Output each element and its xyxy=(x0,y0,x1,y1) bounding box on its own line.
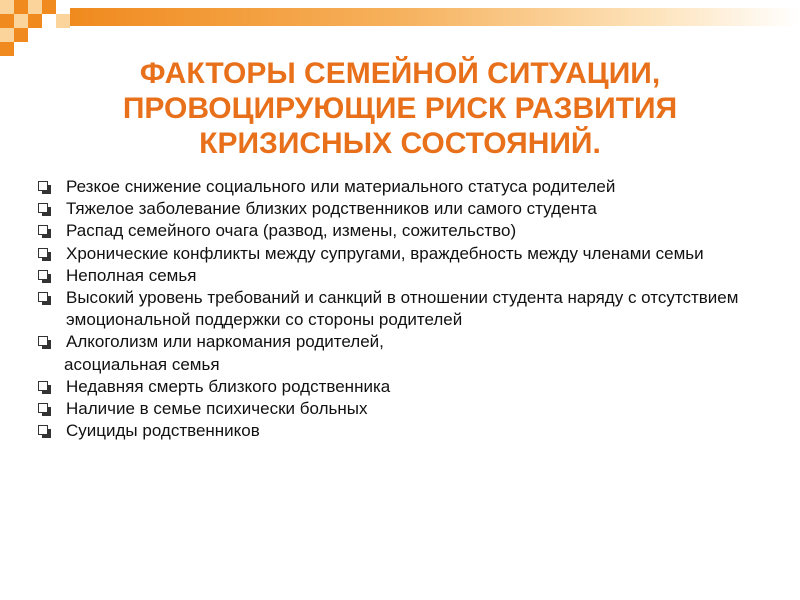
deco-square xyxy=(14,14,28,28)
list-item-text: Недавняя смерть близкого родственника xyxy=(66,376,391,396)
deco-square xyxy=(0,0,14,14)
list-item xyxy=(36,287,776,331)
checkbox-square-icon xyxy=(38,181,48,191)
list-item xyxy=(36,220,776,242)
decorative-header-band xyxy=(0,0,800,60)
deco-gradient-bar xyxy=(70,8,800,26)
list-item-text: Тяжелое заболевание близких родственников или самого студента xyxy=(66,199,597,219)
deco-square xyxy=(0,42,14,56)
list-item xyxy=(36,265,776,287)
list-item-text: Резкое снижение социального или материального статуса родителей xyxy=(66,177,616,196)
checkbox-square-icon xyxy=(38,225,48,235)
checkbox-square-icon xyxy=(38,425,48,435)
list-item-text: Высокий уровень требований и санкций в отношении студента наряду с отсутствием эмоциональной поддержки со стороны родителей xyxy=(66,288,739,330)
deco-square xyxy=(42,0,56,14)
deco-square xyxy=(28,0,42,14)
list-item-continuation xyxy=(36,354,776,376)
list-item-text: Распад семейного очага (развод, измены, сожительство) xyxy=(66,221,517,241)
factor-list xyxy=(36,176,776,442)
checkbox-square-icon xyxy=(38,248,48,258)
deco-square xyxy=(14,28,28,42)
title-line: ФАКТОРЫ СЕМЕЙНОЙ СИТУАЦИИ, xyxy=(139,57,661,90)
list-item xyxy=(36,176,776,198)
list-item xyxy=(36,420,776,442)
checkbox-square-icon xyxy=(38,381,48,391)
deco-square xyxy=(14,0,28,14)
list-item-text: Хронические конфликты между супругами, враждебность между членами семьи xyxy=(66,243,704,263)
deco-square xyxy=(28,14,42,28)
list-item xyxy=(36,198,776,220)
slide-title xyxy=(40,56,760,161)
deco-square xyxy=(56,14,70,28)
list-item xyxy=(36,243,776,265)
checkbox-square-icon xyxy=(38,403,48,413)
title-line: ПРОВОЦИРУЮЩИЕ РИСК РАЗВИТИЯ xyxy=(122,92,678,125)
list-item-text: асоциальная семья xyxy=(64,354,220,374)
checkbox-square-icon xyxy=(38,203,48,213)
checkbox-square-icon xyxy=(38,292,48,302)
list-item xyxy=(36,331,776,353)
list-item-text: Неполная семья xyxy=(66,265,197,285)
checkbox-square-icon xyxy=(38,270,48,280)
title-line: КРИЗИСНЫХ СОСТОЯНИЙ. xyxy=(199,127,601,160)
deco-square xyxy=(0,28,14,42)
checkbox-square-icon xyxy=(38,336,48,346)
list-item-text: Суициды родственников xyxy=(66,421,260,441)
list-item-text: Наличие в семье психически больных xyxy=(66,399,368,419)
list-item-text: Алкоголизм или наркомания родителей, xyxy=(66,332,384,352)
list-item xyxy=(36,376,776,398)
list-item xyxy=(36,398,776,420)
deco-square xyxy=(0,14,14,28)
